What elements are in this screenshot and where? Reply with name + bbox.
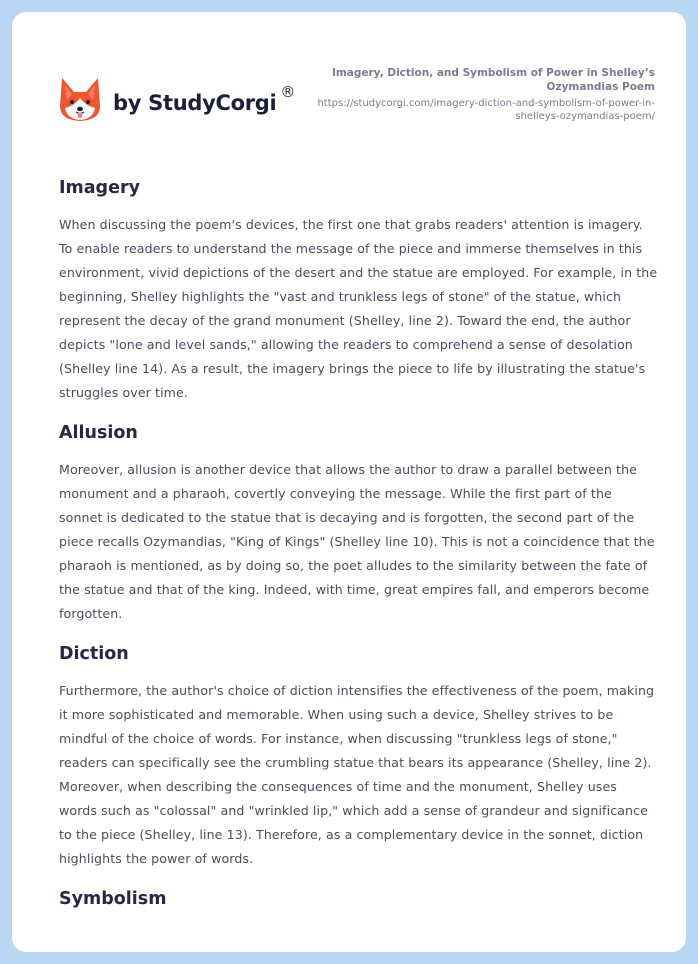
section-heading: Allusion <box>59 423 138 443</box>
article-body <box>59 176 659 924</box>
logo-text: by StudyCorgi <box>113 91 277 115</box>
section-heading: Imagery <box>59 178 140 198</box>
section-paragraph: Moreover, allusion is another device that allows the author to draw a parallel between the monument and a pharaoh, covertly conveying the message. While the first part of the sonnet is dedicated to the statue that is decaying and is forgotten, the second part of the piece recalls Ozymandias, "King of Kings" (Shelley line 10). This is not a coincidence that the pharaoh is mentioned, as by doing so, the poet alludes to the similarity between the fate of the statue and that of the king. Indeed, with time, great empires fall, and emperors become forgotten. <box>59 462 655 621</box>
registered-mark: ® <box>280 83 296 101</box>
section-diction <box>59 642 659 871</box>
section-allusion <box>59 421 659 626</box>
document-card <box>12 12 686 952</box>
section-heading: Symbolism <box>59 889 167 909</box>
document-url[interactable]: https://studycorgi.com/imagery-diction-and-symbolism-of-power-in-shelleys-ozymandias-poem/ <box>317 98 655 122</box>
document-meta <box>315 66 655 123</box>
section-symbolism <box>59 887 659 911</box>
section-heading: Diction <box>59 644 129 664</box>
corgi-face-icon <box>59 76 101 122</box>
header <box>12 12 686 162</box>
section-paragraph: Furthermore, the author's choice of diction intensifies the effectiveness of the poem, making it more sophisticated and memorable. When using such a device, Shelley strives to be mindful of the choice of words. For instance, when discussing "trunkless legs of stone," readers can specifically see the crumbling statue that bears its appearance (Shelley, line 2). Moreover, when describing the consequences of time and the monument, Shelley uses words such as "colossal" and "wrinkled lip," which add a sense of grandeur and significance to the piece (Shelley, line 13). Therefore, as a complementary device in the sonnet, diction highlights the power of words. <box>59 683 655 866</box>
document-title: Imagery, Diction, and Symbolism of Power in Shelley’s Ozymandias Poem <box>331 67 655 93</box>
section-imagery <box>59 176 659 405</box>
section-paragraph: When discussing the poem's devices, the first one that grabs readers' attention is imagery. To enable readers to understand the message of the piece and immerse themselves in this environment, vivid depictions of the desert and the statue are employed. For example, in the beginning, Shelley highlights the "vast and trunkless legs of stone" of the statue, which represent the decay of the grand monument (Shelley, line 2). Toward the end, the author depicts "lone and level sands," allowing the readers to comprehend a sense of desolation (Shelley line 14). As a result, the imagery brings the piece to life by illustrating the statue's struggles over time. <box>59 217 658 400</box>
studycorgi-logo[interactable] <box>59 76 295 122</box>
